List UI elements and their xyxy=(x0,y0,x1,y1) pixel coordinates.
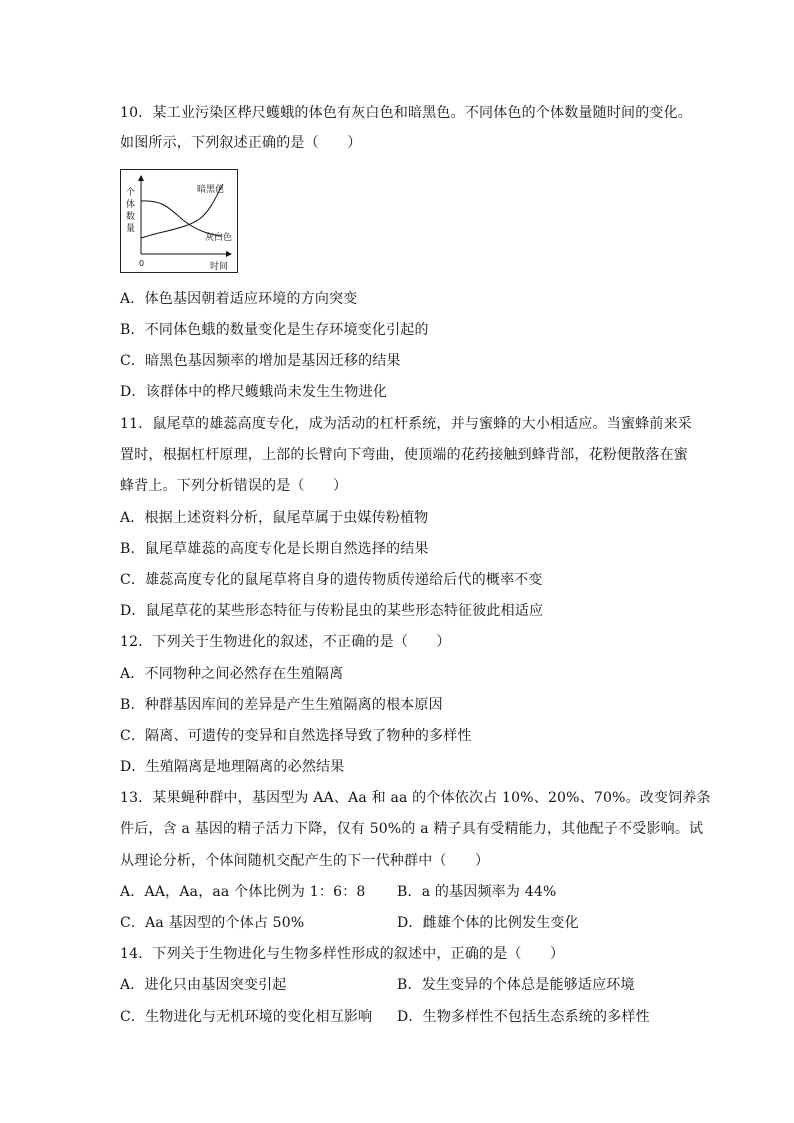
q14-option-a: A．进化只由基因突变引起 xyxy=(120,977,287,993)
q12-option-b: B．种群基因库间的差异是产生生殖隔离的根本原因 xyxy=(120,697,443,713)
q11-option-b: B．鼠尾草雄蕊的高度专化是长期自然选择的结果 xyxy=(120,541,429,557)
dark-morph-label: 暗黑色 xyxy=(197,185,225,195)
q10-stem-line-2: 如图所示，下列叙述正确的是（ ） xyxy=(120,135,362,151)
q12-option-a: A．不同物种之间必然存在生殖隔离 xyxy=(120,666,344,682)
y-axis-label-char: 体 xyxy=(126,200,136,210)
q10-stem-line-1: 10．某工业污染区桦尺蠖蛾的体色有灰白色和暗黑色。不同体色的个体数量随时间的变化。 xyxy=(120,105,693,121)
q13-option-a: A．AA，Aa，aa 个体比例为 1：6：8 xyxy=(120,884,366,900)
origin-label: 0 xyxy=(139,259,145,268)
q13-option-c: C．Aa 基因型的个体占 50% xyxy=(120,915,305,931)
grey-morph-curve xyxy=(141,201,221,236)
q10-figure-svg xyxy=(121,170,239,274)
q11-option-c: C．雄蕊高度专化的鼠尾草将自身的遗传物质传递给后代的概率不变 xyxy=(120,572,543,588)
q14-stem-line-1: 14．下列关于生物进化与生物多样性形成的叙述中，正确的是（ ） xyxy=(120,946,565,962)
q10-option-a: A．体色基因朝着适应环境的方向突变 xyxy=(120,291,358,307)
q10-option-b: B．不同体色蛾的数量变化是生存环境变化引起的 xyxy=(120,322,429,338)
q11-stem-line-3: 蜂背上。下列分析错误的是（ ） xyxy=(120,478,348,494)
y-axis-label-char: 个 xyxy=(126,188,136,198)
grey-morph-label: 灰白色 xyxy=(205,233,233,243)
y-axis-label-char: 数 xyxy=(126,212,136,222)
q11-stem-line-2: 置时，根据杠杆原理，上部的长臂向下弯曲，使顶端的花药接触到蜂背部，花粉便散落在蜜 xyxy=(120,447,688,463)
x-axis-label: 时间 xyxy=(210,262,229,272)
q13-stem-line-3: 从理论分析，个体间随机交配产生的下一代种群中（ ） xyxy=(120,853,490,869)
q12-stem-line-1: 12．下列关于生物进化的叙述，不正确的是（ ） xyxy=(120,634,451,650)
q13-stem-line-1: 13．某果蝇种群中，基因型为 AA、Aa 和 aa 的个体依次占 10%、20%、70%。改变饲养条 xyxy=(120,790,711,806)
q10-population-figure xyxy=(120,169,238,273)
q14-option-c: C．生物进化与无机环境的变化相互影响 xyxy=(120,1009,373,1025)
q11-option-d: D．鼠尾草花的某些形态特征与传粉昆虫的某些形态特征彼此相适应 xyxy=(120,603,544,619)
q11-option-a: A．根据上述资料分析，鼠尾草属于虫媒传粉植物 xyxy=(120,510,429,526)
q13-stem-line-2: 件后，含 a 基因的精子活力下降，仅有 50%的 a 精子具有受精能力，其他配子不受影响。试 xyxy=(120,821,704,837)
q12-option-d: D．生殖隔离是地理隔离的必然结果 xyxy=(120,759,345,775)
q11-stem-line-1: 11．鼠尾草的雄蕊高度专化，成为活动的杠杆系统，并与蜜蜂的大小相适应。当蜜蜂前来采 xyxy=(120,416,693,432)
q12-option-c: C．隔离、可遗传的变异和自然选择导致了物种的多样性 xyxy=(120,728,472,744)
q10-option-d: D．该群体中的桦尺蠖蛾尚未发生生物进化 xyxy=(120,384,388,400)
q10-option-c: C．暗黑色基因频率的增加是基因迁移的结果 xyxy=(120,353,401,369)
q14-option-b: B．发生变异的个体总是能够适应环境 xyxy=(397,977,635,993)
y-axis-label-char: 量 xyxy=(126,224,136,234)
q14-option-d: D．生物多样性不包括生态系统的多样性 xyxy=(397,1009,650,1025)
q13-option-b: B．a 的基因频率为 44% xyxy=(397,884,557,900)
q13-option-d: D．雌雄个体的比例发生变化 xyxy=(397,915,579,931)
